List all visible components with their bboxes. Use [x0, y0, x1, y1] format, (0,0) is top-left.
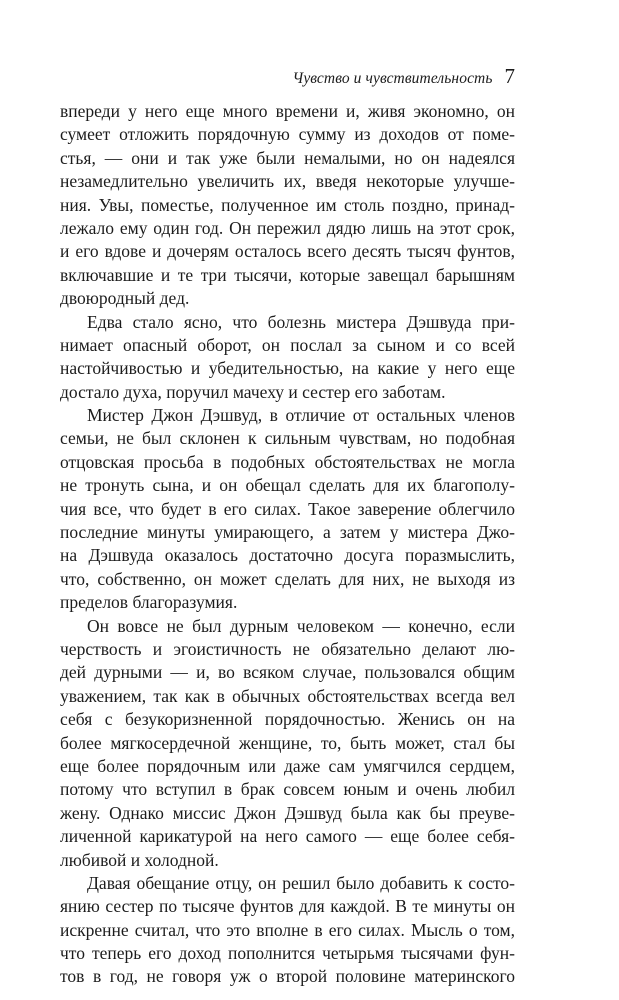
text-line: отцовская просьба в подобных обстоятельствах не могла [60, 451, 515, 472]
text-line: янию сестер по тысяче фунтов для каждой. В те минуты он [60, 896, 515, 917]
text-line: Едва стало ясно, что болезнь мистера Дэшвуда при- [87, 311, 515, 332]
text-line: сумеет отложить порядочную сумму из доходов от поме- [60, 124, 515, 145]
text-line: любивой и холодной. [60, 849, 219, 870]
text-line: достало духа, поручил мачеху и сестер его заботам. [60, 381, 446, 402]
text-line: уважением, так как в обычных обстоятельствах всегда вел [60, 685, 515, 706]
text-line: последние минуты умирающего, а затем у мистера Джо- [60, 522, 515, 543]
text-line: нимает опасный оборот, он послал за сыном и со всей [60, 334, 515, 355]
text-line: потому что вступил в брак совсем юным и очень любил [60, 779, 515, 800]
page-number: 7 [504, 64, 515, 88]
text-line: лежало ему один год. Он пережил дядю лишь на этот срок, [60, 217, 515, 238]
text-line: личенной карикатурой на него самого — еще более себя- [60, 826, 515, 847]
text-line: незамедлительно увеличить их, введя некоторые улучше- [60, 171, 515, 192]
text-line: более мягкосердечной женщине, то, быть может, стал бы [60, 732, 515, 753]
text-line: Мистер Джон Дэшвуд, в отличие от остальных членов [87, 405, 515, 426]
text-line: стья, — они и так уже были немалыми, но он надеялся [60, 147, 515, 168]
text-line: тов в год, не говоря уж о второй половине материнского [60, 966, 515, 987]
text-line: еще более порядочным или даже сам умягчился сердцем, [60, 755, 515, 776]
text-line: не тронуть сына, и он обещал сделать для их благополу- [60, 475, 515, 496]
text-line: себя с безукоризненной порядочностью. Женись он на [60, 709, 515, 730]
text-line: пределов благоразумия. [60, 592, 238, 613]
text-line: настойчивостью и убедительностью, на какие у него еще [60, 358, 515, 379]
running-header [293, 64, 515, 89]
body-text [60, 100, 515, 989]
text-line: Давая обещание отцу, он решил было добавить к состо- [87, 872, 515, 893]
text-line: что, собственно, он может сделать для них, не выходя из [60, 568, 515, 589]
text-line: ния. Увы, поместье, полученное им столь поздно, принад- [60, 194, 515, 215]
text-line: жену. Однако миссис Джон Дэшвуд была как бы преуве- [60, 802, 515, 823]
text-line: искренне считал, что это вполне в его силах. Мысль о том, [60, 919, 515, 940]
text-line: дей дурными — и, во всяком случае, пользовался общим [60, 662, 515, 683]
text-line: черствость и эгоистичность не обязательно делают лю- [60, 638, 515, 659]
text-line: что теперь его доход пополнится четырьмя тысячами фун- [60, 943, 515, 964]
text-line: Он вовсе не был дурным человеком — конечно, если [87, 615, 515, 636]
text-line: чия все, что будет в его силах. Такое заверение облегчило [60, 498, 515, 519]
text-line: впереди у него еще много времени и, живя экономно, он [60, 101, 515, 121]
text-line: и его вдове и дочерям осталось всего десять тысяч фунтов, [60, 241, 515, 262]
running-title: Чувство и чувствительность [292, 70, 493, 87]
text-line: на Дэшвуда оказалось достаточно досуга поразмыслить, [60, 545, 515, 566]
text-line: семьи, не был склонен к сильным чувствам, но подобная [60, 428, 515, 449]
text-line: включавшие и те три тысячи, которые завещал барышням [60, 264, 515, 285]
text-line: двоюродный дед. [60, 288, 190, 309]
